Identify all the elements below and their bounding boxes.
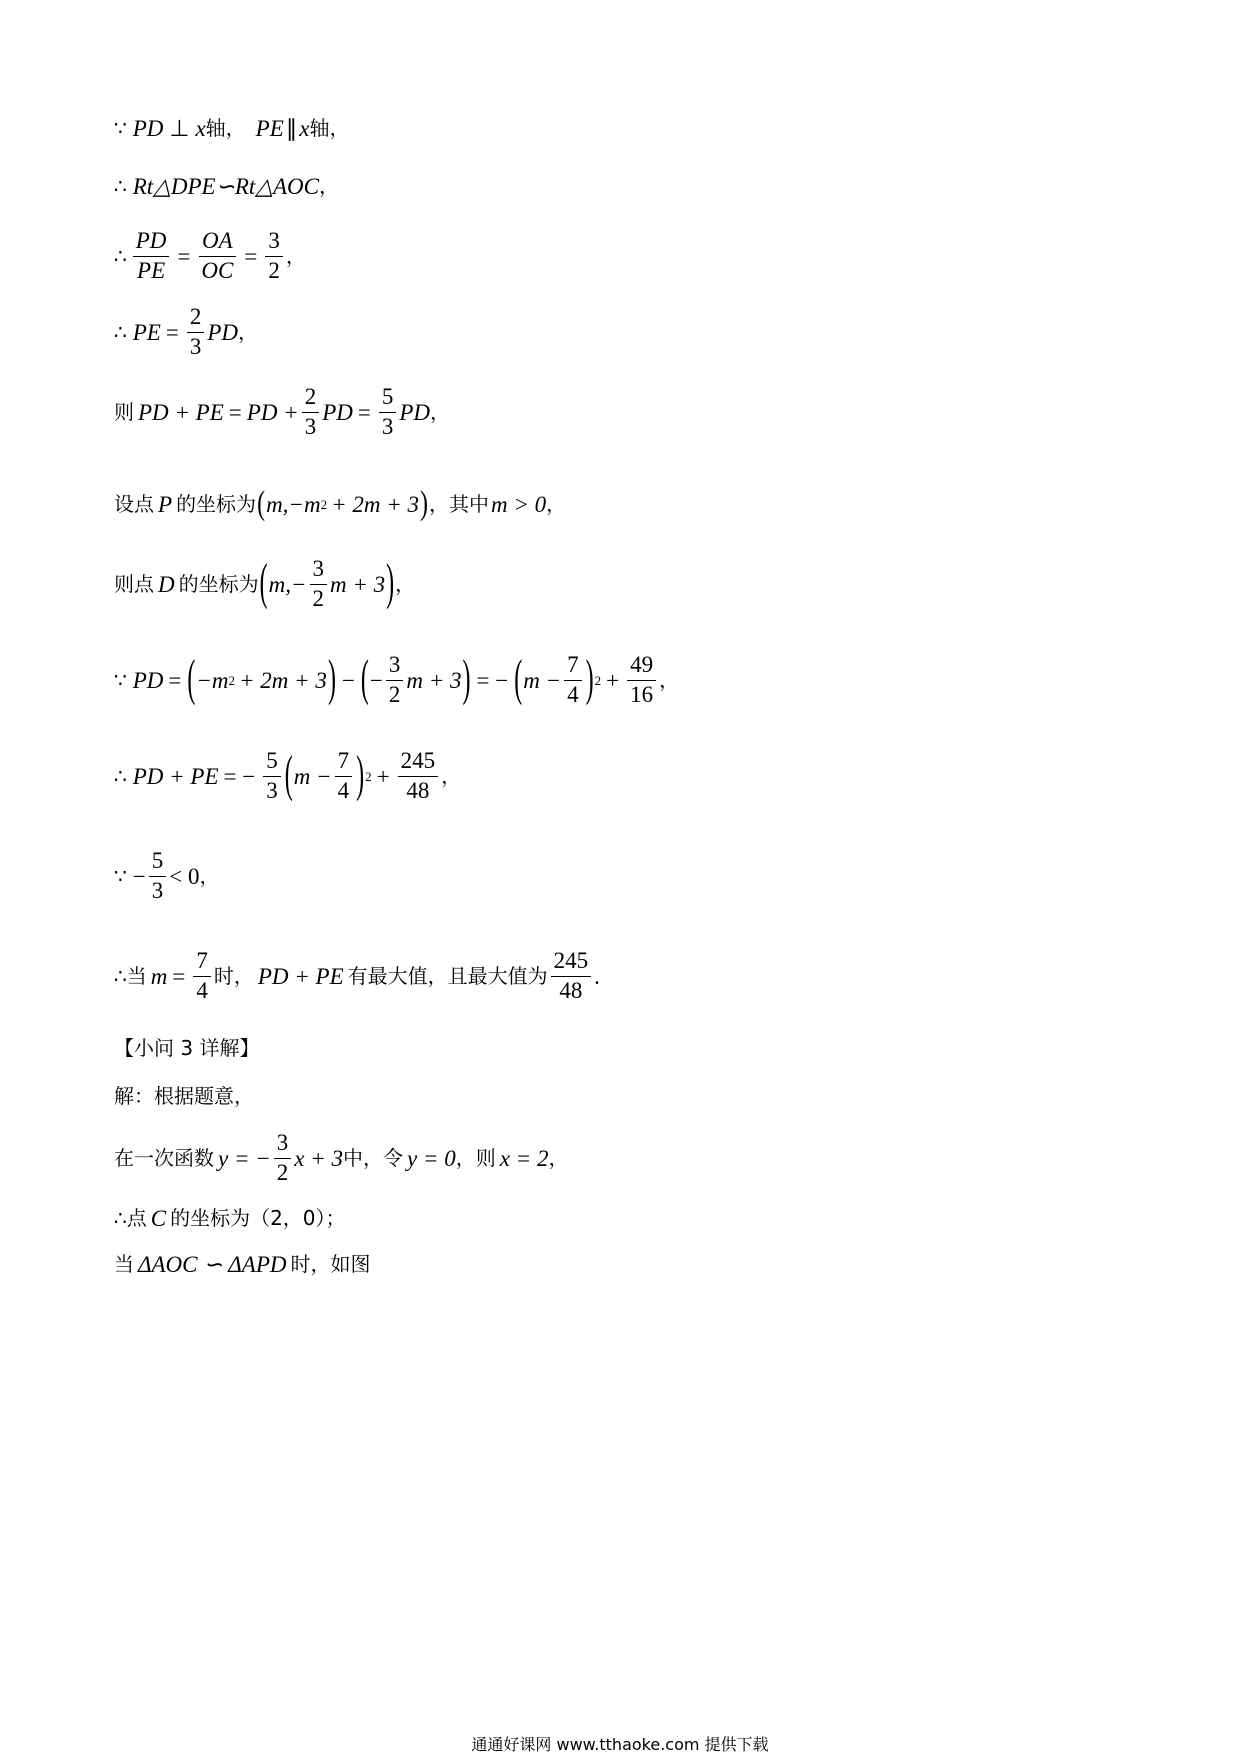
fraction-49-16: $\frac{49}{16}$ bbox=[627, 653, 656, 706]
parallel-symbol: ∥ bbox=[285, 115, 298, 141]
text-solution: 解：根据题意， bbox=[114, 1084, 254, 1108]
text-prefix: 当 bbox=[114, 1252, 134, 1276]
equals: = bbox=[165, 319, 179, 345]
math-less-than: < 0 bbox=[169, 863, 200, 889]
because-symbol: ∵ bbox=[114, 864, 127, 888]
math-pd: PD bbox=[322, 399, 353, 425]
line-ratio bbox=[114, 226, 306, 286]
math-similarity: ΔAOC ∽ ΔAPD bbox=[138, 1251, 287, 1277]
math-pd-plus: PD + bbox=[246, 399, 299, 425]
text-then: ，则 bbox=[455, 1146, 496, 1170]
fraction-5-3: $\frac{5}{3}$ bbox=[379, 385, 397, 438]
therefore-symbol: ∴ bbox=[114, 244, 127, 268]
math-coord: m,− bbox=[268, 571, 307, 597]
math-y: y = − bbox=[218, 1145, 271, 1171]
punct: ， bbox=[238, 320, 258, 344]
math-y0: y = 0 bbox=[406, 1145, 456, 1171]
fraction-245-48: $\frac{245}{48}$ bbox=[398, 749, 439, 802]
therefore-symbol: ∴ bbox=[114, 174, 127, 198]
equals: = bbox=[228, 399, 242, 425]
math-term: m + 3 bbox=[406, 667, 462, 693]
punct: ， bbox=[430, 400, 451, 424]
minus: − bbox=[341, 667, 355, 693]
text-time: 时， bbox=[213, 964, 254, 988]
math-coord: m,−m bbox=[266, 491, 321, 517]
line-linear-function bbox=[114, 1128, 568, 1188]
text-let: 中，令 bbox=[342, 1146, 403, 1170]
equals: = bbox=[172, 963, 186, 989]
equals: = − bbox=[476, 667, 509, 693]
fraction-245-48: $\frac{245}{48}$ bbox=[551, 949, 592, 1002]
line-sum bbox=[114, 382, 450, 442]
math-p: P bbox=[158, 491, 173, 517]
exponent: 2 bbox=[594, 672, 602, 688]
fraction-pd-pe: $\frac{PD}{PE}$ bbox=[133, 229, 170, 282]
text-axis: 轴， bbox=[309, 116, 350, 140]
exponent: 2 bbox=[365, 768, 372, 784]
punct: . bbox=[594, 963, 600, 989]
text-as-figure: 时，如图 bbox=[290, 1252, 371, 1276]
text-axis: 轴， bbox=[205, 116, 246, 140]
because-symbol: ∵ bbox=[114, 668, 127, 692]
math-x: x bbox=[299, 115, 310, 141]
line-point-d: 则点 D 的坐标为 ( m,− $\frac{3}{2}$ m + 3 ) ， bbox=[114, 556, 416, 612]
math-c: C bbox=[150, 1205, 167, 1231]
math-term: −m bbox=[196, 667, 229, 693]
text-max-value: 有最大值，且最大值为 bbox=[347, 964, 548, 988]
punct: ， bbox=[441, 764, 462, 788]
punct: ， bbox=[395, 572, 416, 596]
text-when: ∴当 bbox=[114, 964, 147, 988]
punct: ， bbox=[659, 668, 680, 692]
line-point-p: 设点 P 的坐标为 ( m,−m 2 + 2m + 3 ) ，其中 m > 0 ， bbox=[114, 485, 567, 523]
equals: = bbox=[357, 399, 371, 425]
page-footer: 通通好课网 www.tthaoke.com 提供下载 bbox=[471, 1735, 769, 1754]
math-pd: PD bbox=[399, 399, 431, 425]
fraction-5-3: $\frac{5}{3}$ bbox=[263, 749, 281, 802]
math-term: m − bbox=[293, 763, 332, 789]
therefore-symbol: ∴ bbox=[114, 764, 127, 788]
section-title: 【小问 3 详解】 bbox=[114, 1036, 260, 1060]
math-pd: PD bbox=[132, 115, 164, 141]
math-m: m bbox=[150, 963, 168, 989]
punct: ， bbox=[285, 244, 306, 268]
line-conclusion bbox=[114, 944, 600, 1008]
equals: = bbox=[177, 243, 191, 269]
math-term: + 2m + 3 bbox=[239, 667, 327, 693]
math-pe: PE bbox=[255, 115, 284, 141]
text-prefix: ∴点 bbox=[114, 1206, 147, 1230]
math-sum: PD + PE bbox=[132, 763, 219, 789]
math-pe: PE bbox=[132, 319, 161, 345]
minus: − bbox=[132, 863, 146, 889]
text-coordinate: 的坐标为（2，0）； bbox=[170, 1206, 346, 1230]
fraction-3-2: $\frac{3}{2}$ bbox=[265, 229, 283, 282]
line-negative bbox=[114, 846, 219, 906]
fraction-2-3: $\frac{2}{3}$ bbox=[187, 305, 205, 358]
text-where: ，其中 bbox=[428, 492, 489, 516]
because-symbol: ∵ bbox=[114, 116, 127, 140]
math-coord: + 2m + 3 bbox=[331, 491, 419, 517]
line-sum-max: ∴ PD + PE = − $\frac{5}{3}$ ( m − $\frac{7}{4}$ ) 2 + $\frac{245}{48}$ ， bbox=[114, 748, 462, 804]
equals: = bbox=[168, 667, 182, 693]
math-pd: PD bbox=[207, 319, 238, 345]
equals: = − bbox=[223, 763, 256, 789]
therefore-symbol: ∴ bbox=[114, 320, 127, 344]
math-condition: m > 0 bbox=[490, 491, 547, 517]
fraction-3-2: $\frac{3}{2}$ bbox=[274, 1131, 292, 1184]
math-d: D bbox=[158, 571, 175, 597]
math-coord: m + 3 bbox=[330, 571, 386, 597]
minus: − bbox=[369, 667, 383, 693]
text-prefix: 则 bbox=[114, 400, 134, 424]
text-coordinate: 的坐标为 bbox=[178, 572, 259, 596]
math-pd: PD bbox=[132, 667, 164, 693]
text-prefix: 在一次函数 bbox=[114, 1146, 214, 1170]
math-sum: PD + PE bbox=[138, 399, 224, 425]
punct: ， bbox=[199, 864, 220, 888]
fraction-7-4: $\frac{7}{4}$ bbox=[335, 749, 353, 802]
fraction-7-4: $\frac{7}{4}$ bbox=[564, 653, 582, 706]
math-x2: x = 2 bbox=[499, 1145, 549, 1171]
plus: + bbox=[606, 667, 620, 693]
fraction-3-2: $\frac{3}{2}$ bbox=[386, 653, 404, 706]
line-similar-triangles bbox=[114, 170, 339, 202]
text-prefix: 则点 bbox=[114, 572, 154, 596]
fraction-oa-oc: $\frac{OA}{OC}$ bbox=[198, 229, 236, 282]
line-point-c bbox=[114, 1204, 346, 1232]
equals: = bbox=[244, 243, 258, 269]
punct: ， bbox=[546, 492, 567, 516]
section-heading bbox=[114, 1034, 259, 1062]
math-similarity: Rt△DPE∽Rt△AOC bbox=[132, 173, 319, 199]
math-sum: PD + PE bbox=[257, 963, 344, 989]
math-term: x + 3 bbox=[294, 1145, 343, 1171]
exponent: 2 bbox=[320, 496, 328, 512]
line-pd-expression: ∵ PD = ( −m 2 + 2m + 3 ) − ( − $\frac{3}{2}$ m + 3 ) = − ( m − $\frac{7}{4}$ ) 2 + $\frac{49}{16}$ ， bbox=[114, 652, 680, 708]
math-x: x bbox=[195, 115, 206, 141]
fraction-5-3: $\frac{5}{3}$ bbox=[149, 849, 167, 902]
plus: + bbox=[376, 763, 390, 789]
perp-symbol: ⊥ bbox=[169, 115, 190, 141]
punct: ， bbox=[318, 174, 339, 198]
fraction-3-2: $\frac{3}{2}$ bbox=[310, 557, 328, 610]
exponent: 2 bbox=[228, 672, 236, 688]
punct: ， bbox=[548, 1146, 569, 1170]
line-similar-case bbox=[114, 1250, 370, 1278]
fraction-2-3: $\frac{2}{3}$ bbox=[302, 385, 320, 438]
math-term: m − bbox=[523, 667, 562, 693]
line-pe-eq bbox=[114, 302, 258, 362]
line-solution-intro bbox=[114, 1082, 254, 1110]
text-coordinate: 的坐标为 bbox=[176, 492, 257, 516]
line-perp-parallel bbox=[114, 112, 350, 144]
fraction-7-4: $\frac{7}{4}$ bbox=[193, 949, 211, 1002]
text-prefix: 设点 bbox=[114, 492, 154, 516]
